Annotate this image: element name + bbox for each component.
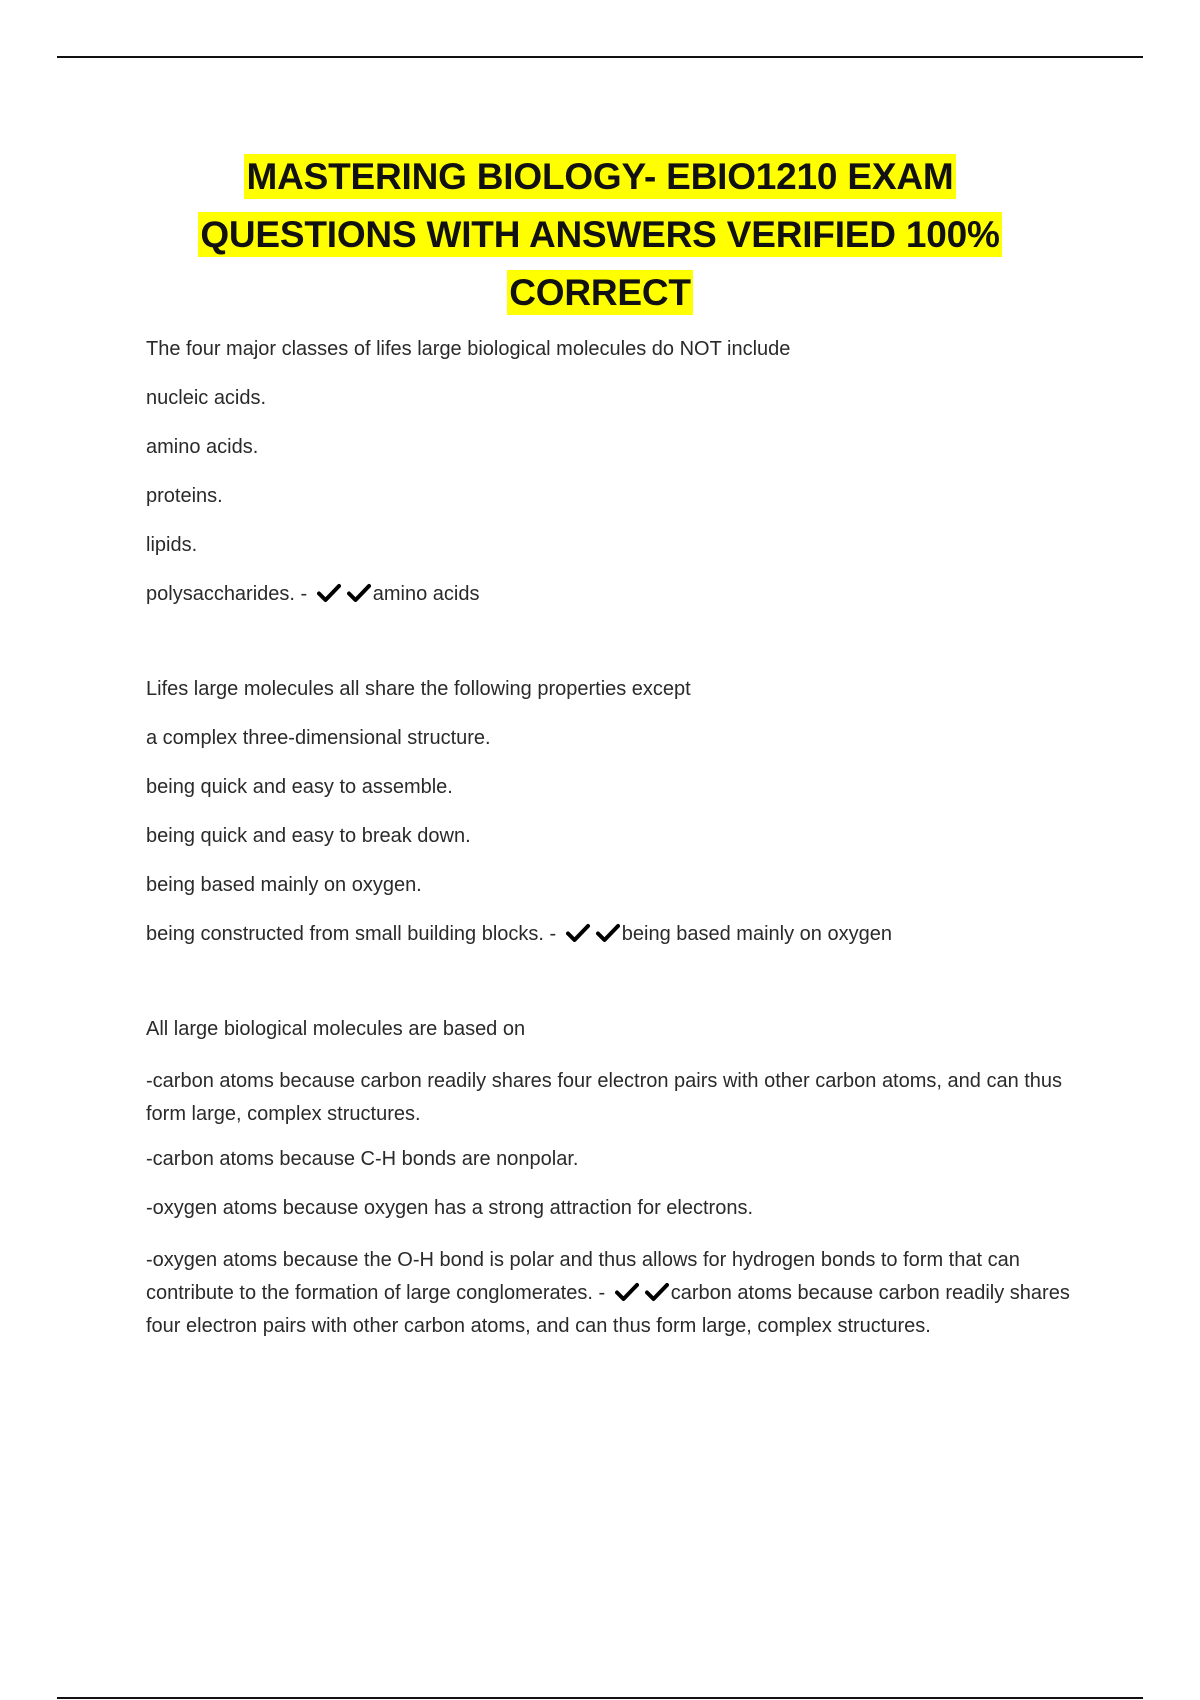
check-mark-icon bbox=[645, 1282, 669, 1302]
answer-option: a complex three-dimensional structure. bbox=[146, 727, 491, 749]
question-prompt: All large biological molecules are based on bbox=[146, 1018, 526, 1040]
answer-option: being quick and easy to assemble. bbox=[146, 776, 453, 798]
answer-option: polysaccharides. bbox=[146, 583, 295, 605]
answer-option: proteins. bbox=[146, 485, 223, 507]
question-prompt: Lifes large molecules all share the following properties except bbox=[146, 678, 691, 700]
answer-option: being based mainly on oxygen. bbox=[146, 874, 422, 896]
question-block bbox=[146, 336, 1086, 608]
answer-option: -oxygen atoms because oxygen has a strong attraction for electrons. bbox=[146, 1197, 754, 1219]
title-line-2: QUESTIONS WITH ANSWERS VERIFIED 100% bbox=[200, 214, 1000, 255]
check-mark-icon bbox=[615, 1282, 639, 1302]
answer-option: lipids. bbox=[146, 534, 198, 556]
answer-line bbox=[146, 1244, 1086, 1343]
answer-separator: - bbox=[549, 923, 557, 945]
answer-option: being quick and easy to break down. bbox=[146, 825, 471, 847]
answer-line bbox=[146, 581, 1086, 608]
answer-separator: - bbox=[598, 1282, 606, 1304]
check-mark-icon bbox=[566, 923, 590, 943]
check-mark-icon bbox=[347, 583, 371, 603]
title-line-3: CORRECT bbox=[509, 272, 691, 313]
footer-rule bbox=[57, 1697, 1143, 1699]
document-body bbox=[146, 336, 1086, 1358]
correct-answer: being based mainly on oxygen bbox=[621, 923, 892, 945]
correct-answer: carbon atoms because carbon readily shares four electron pairs with other carbon atoms, and can thus form large, complex structures. bbox=[146, 1282, 1070, 1337]
answer-line bbox=[146, 921, 1086, 948]
answer-option: amino acids. bbox=[146, 436, 259, 458]
answer-separator: - bbox=[300, 583, 308, 605]
header-rule bbox=[57, 56, 1143, 58]
correct-answer: amino acids bbox=[372, 583, 480, 605]
question-block bbox=[146, 676, 1086, 948]
question-block bbox=[146, 1016, 1086, 1343]
title-line-1: MASTERING BIOLOGY- EBIO1210 EXAM bbox=[246, 156, 954, 197]
check-mark-icon bbox=[596, 923, 620, 943]
document-title bbox=[100, 148, 1100, 322]
question-prompt: The four major classes of lifes large biological molecules do NOT include bbox=[146, 338, 791, 360]
answer-option: nucleic acids. bbox=[146, 387, 267, 409]
answer-option: -carbon atoms because C-H bonds are nonpolar. bbox=[146, 1148, 579, 1170]
answer-option: -oxygen atoms because the O-H bond is polar and thus allows for hydrogen bonds to form that can contribute to the formation of large conglomerates. bbox=[146, 1249, 1020, 1304]
answer-option: -carbon atoms because carbon readily shares four electron pairs with other carbon atoms, and can thus form large, complex structures. bbox=[146, 1070, 1063, 1125]
answer-option: being constructed from small building blocks. bbox=[146, 923, 544, 945]
check-mark-icon bbox=[317, 583, 341, 603]
